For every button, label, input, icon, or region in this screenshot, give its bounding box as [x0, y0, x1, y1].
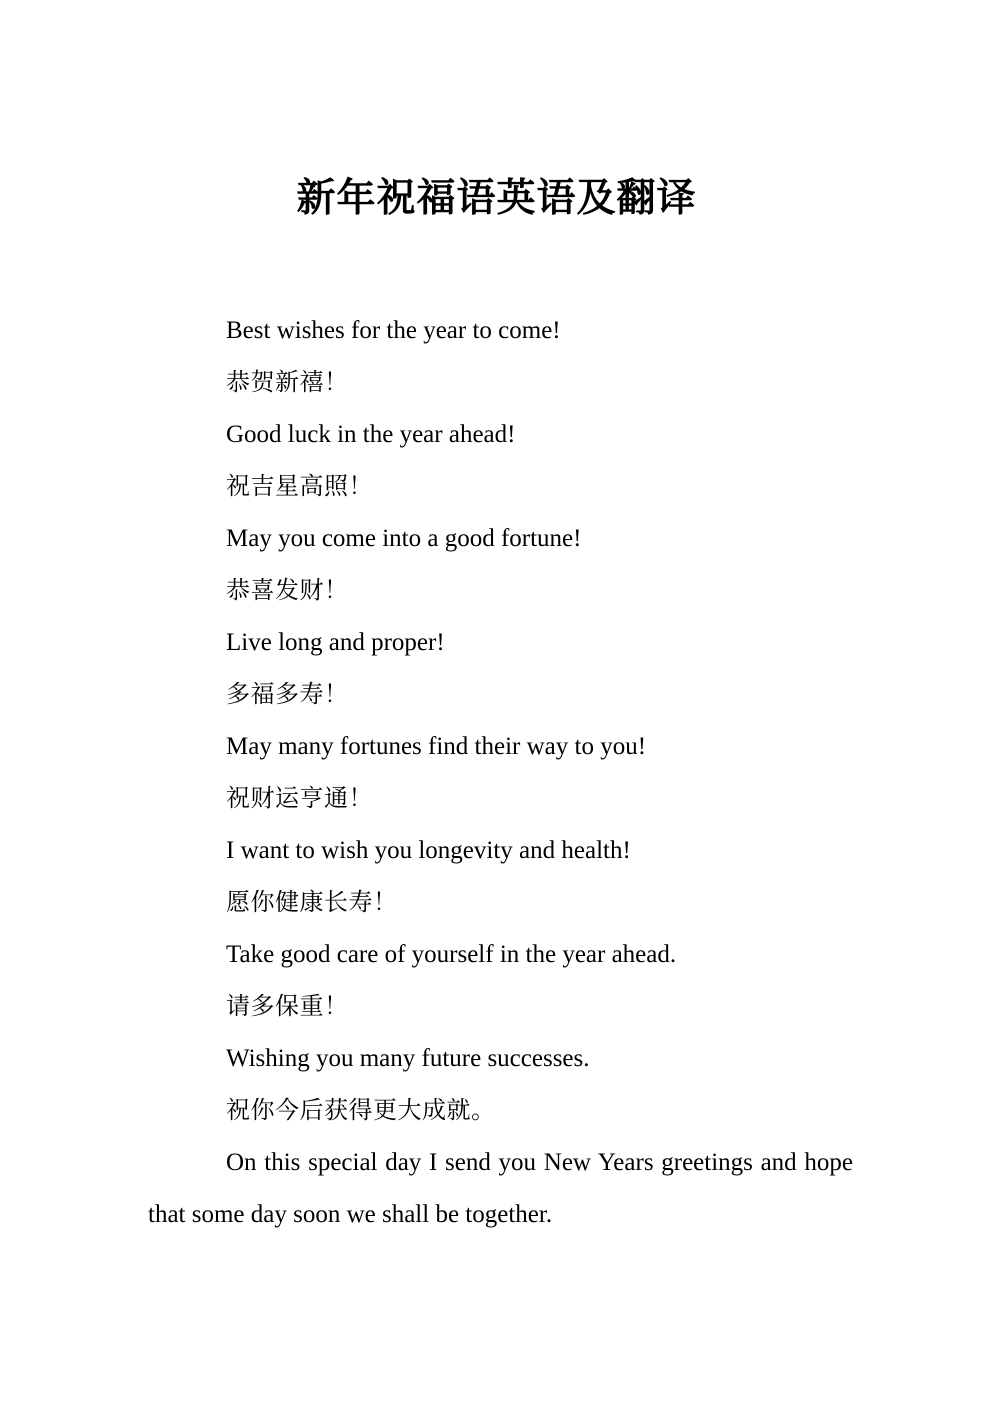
text-line: Good luck in the year ahead!: [226, 420, 516, 448]
text-line: Best wishes for the year to come!: [226, 316, 561, 344]
text-line: 愿你健康长寿！: [226, 889, 398, 916]
document-body: [0, 305, 993, 1241]
text-line: 祝你今后获得更大成就。: [226, 1097, 496, 1124]
text-line: May you come into a good fortune!: [226, 524, 582, 552]
page-title: 新年祝福语英语及翻译: [296, 177, 697, 220]
text-line: I want to wish you longevity and health!: [226, 836, 631, 864]
text-line: May many fortunes find their way to you!: [226, 732, 647, 760]
text-line: 祝吉星高照！: [226, 473, 373, 500]
text-line: Wishing you many future successes.: [226, 1044, 590, 1072]
text-line: 祝财运亨通！: [226, 785, 373, 812]
text-paragraph: On this special day I send you New Years greetings and hope that some day soon we shall be together.: [148, 1148, 860, 1228]
text-line: 请多保重！: [226, 993, 349, 1020]
text-line: Live long and proper!: [226, 628, 445, 656]
text-line: Take good care of yourself in the year ahead.: [226, 940, 677, 968]
text-line: 恭喜发财！: [226, 577, 349, 604]
text-line: 恭贺新禧！: [226, 369, 349, 396]
text-line: 多福多寿！: [226, 681, 349, 708]
